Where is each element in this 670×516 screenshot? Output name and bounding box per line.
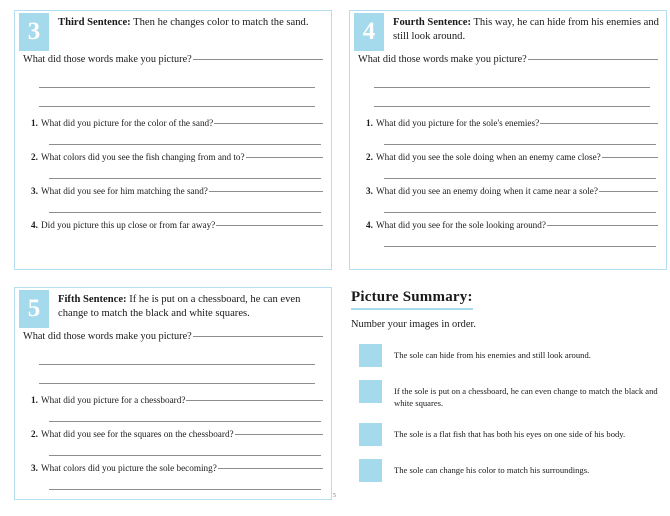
question-answer-line-2[interactable] <box>384 162 656 179</box>
question-text: What did you see for him matching the sand? <box>41 186 208 196</box>
question-item <box>358 152 658 179</box>
question-answer-line[interactable] <box>235 434 323 435</box>
sentence-box-5-prompt: What did those words make you picture? <box>23 331 192 342</box>
sentence-box-4-prompt-area <box>350 51 666 107</box>
sentence-box-3-label: Third Sentence: <box>58 17 131 28</box>
sentence-box-4-header <box>350 11 666 51</box>
sentence-box-3-header <box>15 11 331 51</box>
question-row <box>23 220 323 230</box>
question-item <box>23 429 323 456</box>
sentence-box-3-prompt-row <box>23 52 323 65</box>
picture-summary-title: Picture Summary: <box>351 289 473 310</box>
question-row <box>23 395 323 405</box>
question-answer-line[interactable] <box>540 123 658 124</box>
sentence-box-4-prompt-row <box>358 52 658 65</box>
summary-order-box[interactable] <box>359 423 382 446</box>
question-item <box>23 220 323 230</box>
question-answer-line-2[interactable] <box>384 196 656 213</box>
sentence-box-4-prompt: What did those words make you picture? <box>358 54 527 65</box>
picture-summary-subtitle: Number your images in order. <box>351 319 476 330</box>
question-number: 2. <box>31 152 38 162</box>
sentence-box-3-questions <box>15 107 331 236</box>
page-number: 5 <box>333 493 336 499</box>
summary-order-box[interactable] <box>359 344 382 367</box>
question-answer-line-2[interactable] <box>49 405 321 422</box>
sentence-box-5-prompt-area <box>15 328 331 384</box>
sentence-box-4-sentence: This way, he can hide from his enemies and still look around. <box>393 17 659 42</box>
question-answer-line-2[interactable] <box>49 473 321 490</box>
sentence-box-4-prompt-answer-line[interactable] <box>528 59 658 60</box>
question-row <box>358 186 658 196</box>
question-row <box>23 463 323 473</box>
sentence-box-5-answer-line-2[interactable] <box>39 346 315 365</box>
question-answer-line[interactable] <box>218 468 323 469</box>
question-answer-line-2[interactable] <box>49 196 321 213</box>
summary-list-item <box>351 423 665 446</box>
question-item <box>23 152 323 179</box>
sentence-box-5 <box>14 287 332 500</box>
question-answer-line[interactable] <box>547 225 658 226</box>
picture-summary-title-wrap <box>351 288 665 310</box>
question-answer-line[interactable] <box>246 157 323 158</box>
sentence-box-3-answer-line-3[interactable] <box>39 88 315 107</box>
summary-order-box[interactable] <box>359 380 382 403</box>
question-item <box>23 186 323 213</box>
question-text: Did you picture this up close or from far away? <box>41 220 216 230</box>
sentence-box-5-header <box>15 288 331 328</box>
question-answer-line[interactable] <box>209 191 323 192</box>
question-row <box>358 152 658 162</box>
picture-summary-items <box>351 344 665 482</box>
summary-list-item <box>351 459 665 482</box>
sentence-box-5-label: Fifth Sentence: <box>58 294 127 305</box>
sentence-box-5-sentence: If he is put on a chessboard, he can even change to match the black and white squares. <box>58 294 301 319</box>
question-text: What did you picture for a chessboard? <box>41 395 186 405</box>
sentence-box-4-questions <box>350 107 666 253</box>
sentence-box-4-answer-line-3[interactable] <box>374 88 650 107</box>
summary-item-text: The sole can hide from his enemies and still look around. <box>394 350 591 360</box>
question-answer-line[interactable] <box>186 400 323 401</box>
picture-summary-section <box>349 288 667 482</box>
question-item <box>358 186 658 213</box>
sentence-box-5-questions <box>15 384 331 496</box>
sentence-box-3-sentence: Then he changes color to match the sand. <box>133 17 309 28</box>
question-item <box>23 118 323 145</box>
sentence-box-4-answer-line-2[interactable] <box>374 69 650 88</box>
question-number: 2. <box>31 429 38 439</box>
question-text: What did you picture for the sole's enemies? <box>376 118 540 128</box>
question-item <box>358 118 658 145</box>
summary-item-text: The sole can change his color to match his surroundings. <box>394 464 590 475</box>
sentence-box-3-title <box>49 11 331 30</box>
sentence-box-3-prompt-area <box>15 51 331 107</box>
sentence-box-4-title <box>384 11 666 43</box>
sentence-box-3 <box>14 10 332 270</box>
question-text: What did you see for the sole looking around? <box>376 220 546 230</box>
sentence-box-4 <box>349 10 667 270</box>
question-answer-line-2[interactable] <box>49 439 321 456</box>
question-row <box>358 220 658 230</box>
question-number: 4. <box>366 220 373 230</box>
question-item <box>23 463 323 490</box>
sentence-box-3-prompt-answer-line[interactable] <box>193 59 323 60</box>
question-answer-line-2[interactable] <box>384 128 656 145</box>
summary-item-text: The sole is a flat fish that has both his eyes on one side of his body. <box>394 428 626 439</box>
question-item <box>23 395 323 422</box>
question-number: 3. <box>31 463 38 473</box>
question-text: What did you see for the squares on the chessboard? <box>41 429 234 439</box>
sentence-box-3-number: 3 <box>19 13 49 51</box>
question-number: 1. <box>31 395 38 405</box>
right-column <box>349 0 667 495</box>
sentence-box-5-answer-line-3[interactable] <box>39 365 315 384</box>
question-number: 1. <box>31 118 38 128</box>
sentence-box-5-prompt-answer-line[interactable] <box>193 336 323 337</box>
question-answer-line[interactable] <box>602 157 658 158</box>
question-answer-line-2[interactable] <box>49 128 321 145</box>
sentence-box-5-title <box>49 288 331 320</box>
question-number: 3. <box>366 186 373 196</box>
question-item <box>358 220 658 247</box>
question-number: 3. <box>31 186 38 196</box>
sentence-box-5-number: 5 <box>19 290 49 328</box>
question-number: 1. <box>366 118 373 128</box>
question-text: What did you see the sole doing when an enemy came close? <box>376 152 601 162</box>
question-number: 2. <box>366 152 373 162</box>
left-column <box>14 0 332 500</box>
summary-list-item <box>351 344 665 367</box>
summary-order-box[interactable] <box>359 459 382 482</box>
summary-item-text: If the sole is put on a chessboard, he can even change to match the black and white squares. <box>394 386 658 409</box>
question-answer-line-2[interactable] <box>49 162 321 179</box>
question-row <box>23 118 323 128</box>
sentence-box-4-label: Fourth Sentence: <box>393 17 471 28</box>
question-text: What colors did you picture the sole becoming? <box>41 463 217 473</box>
question-answer-line[interactable] <box>214 123 323 124</box>
question-text: What colors did you see the fish changing from and to? <box>41 152 245 162</box>
sentence-box-3-answer-line-2[interactable] <box>39 69 315 88</box>
question-number: 4. <box>31 220 38 230</box>
question-row <box>358 118 658 128</box>
question-row <box>23 186 323 196</box>
question-text: What did you see an enemy doing when it came near a sole? <box>376 186 598 196</box>
question-text: What did you picture for the color of the sand? <box>41 118 214 128</box>
question-row <box>23 429 323 439</box>
sentence-box-3-prompt: What did those words make you picture? <box>23 54 192 65</box>
sentence-box-4-number: 4 <box>354 13 384 51</box>
question-answer-line-2[interactable] <box>384 230 656 247</box>
summary-list-item <box>351 380 665 410</box>
question-answer-line[interactable] <box>216 225 323 226</box>
sentence-box-5-prompt-row <box>23 329 323 342</box>
question-answer-line[interactable] <box>599 191 658 192</box>
question-row <box>23 152 323 162</box>
